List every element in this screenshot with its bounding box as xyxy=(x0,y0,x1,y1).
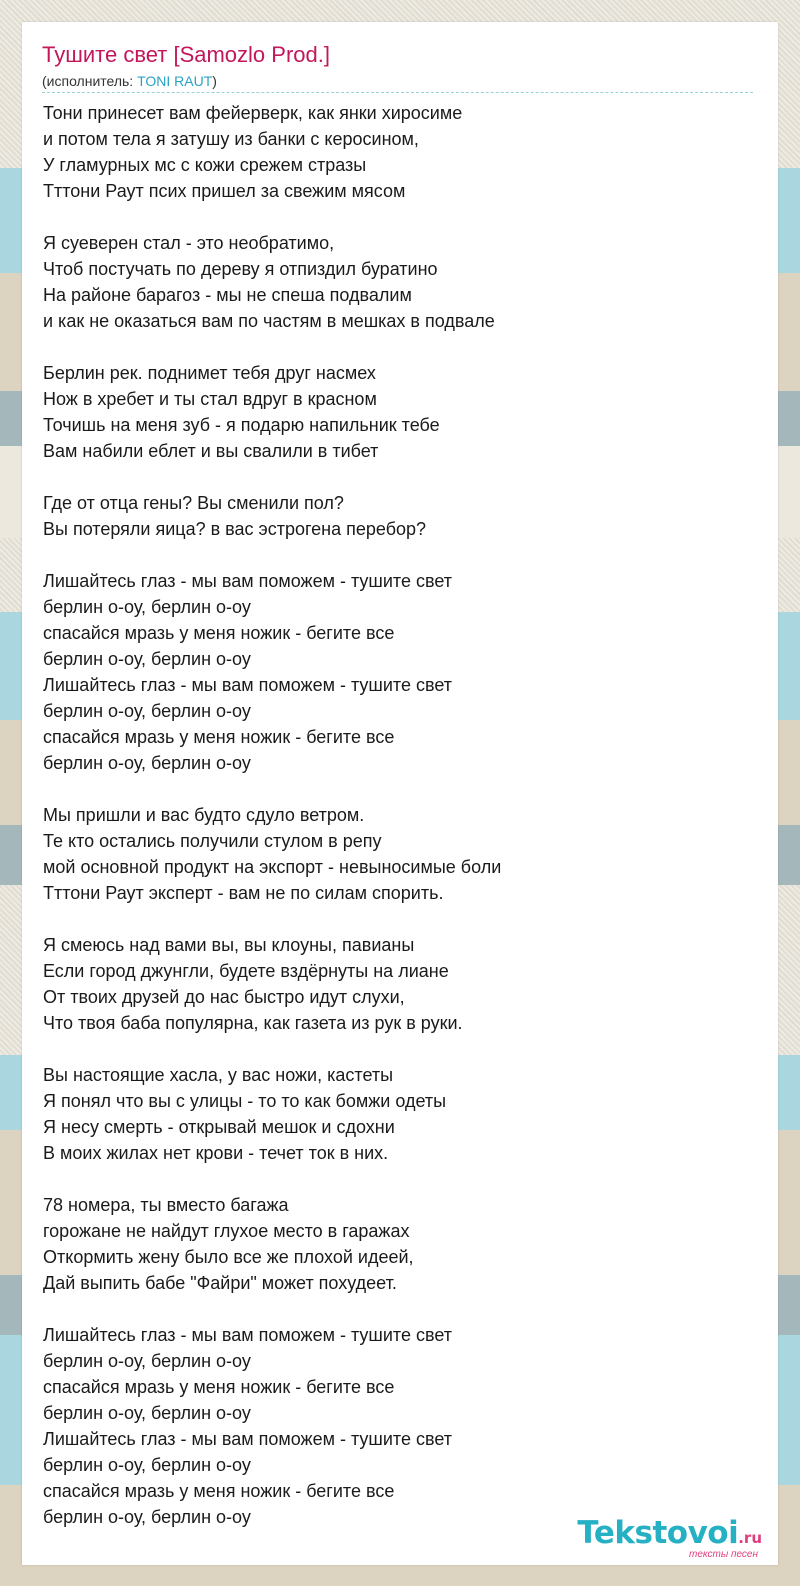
lyrics-stanza xyxy=(43,100,753,204)
lyric-line: и как не оказаться вам по частям в мешках в подвале xyxy=(43,311,495,331)
lyric-line: берлин о-оу, берлин о-оу xyxy=(43,1351,251,1371)
lyric-line: У гламурных мс с кожи срежем стразы xyxy=(43,155,367,175)
header-divider xyxy=(42,92,753,93)
lyric-line: берлин о-оу, берлин о-оу xyxy=(43,649,251,669)
lyrics-stanza xyxy=(43,1192,753,1296)
lyric-line: Лишайтесь глаз - мы вам поможем - тушите свет xyxy=(43,675,452,695)
lyric-line: Мы пришли и вас будто сдуло ветром. xyxy=(43,805,365,825)
lyric-line: Лишайтесь глаз - мы вам поможем - тушите свет xyxy=(43,1429,452,1449)
lyric-line: Я суеверен стал - это необратимо, xyxy=(43,233,335,253)
lyric-line: и потом тела я затушу из банки с керосином, xyxy=(43,129,419,149)
artist-line xyxy=(42,73,217,89)
lyric-line: берлин о-оу, берлин о-оу xyxy=(43,701,251,721)
lyric-line: Если город джунгли, будете вздёрнуты на лиане xyxy=(43,961,449,981)
lyric-line: На районе барагоз - мы не спеша подвалим xyxy=(43,285,412,305)
lyric-line: Тттони Раут псих пришел за свежим мясом xyxy=(43,181,406,201)
logo-tagline: тексты песен xyxy=(689,1549,758,1560)
lyric-line: Тттони Раут эксперт - вам не по силам спорить. xyxy=(43,883,444,903)
lyric-line: 78 номера, ты вместо багажа xyxy=(43,1195,289,1215)
logo-text: Tekstovoi xyxy=(577,1515,739,1551)
lyric-line: Лишайтесь глаз - мы вам поможем - тушите свет xyxy=(43,1325,452,1345)
artist-prefix: (исполнитель: xyxy=(42,73,138,89)
lyrics-stanza xyxy=(43,568,753,776)
artist-link[interactable]: TONI RAUT xyxy=(137,73,213,89)
lyric-line: Лишайтесь глаз - мы вам поможем - тушите свет xyxy=(43,571,452,591)
lyric-line: Где от отца гены? Вы сменили пол? xyxy=(43,493,344,513)
lyric-line: мой основной продукт на экспорт - невыносимые боли xyxy=(43,857,502,877)
lyric-line: Нож в хребет и ты стал вдруг в красном xyxy=(43,389,377,409)
lyric-line: Те кто остались получили стулом в репу xyxy=(43,831,382,851)
lyrics-stanza xyxy=(43,932,753,1036)
lyrics-stanza xyxy=(43,802,753,906)
lyric-line: берлин о-оу, берлин о-оу xyxy=(43,597,251,617)
lyric-line: Я понял что вы с улицы - то то как бомжи одеты xyxy=(43,1091,447,1111)
site-logo[interactable] xyxy=(577,1515,762,1560)
lyric-line: берлин о-оу, берлин о-оу xyxy=(43,1403,251,1423)
lyric-line: В моих жилах нет крови - течет ток в них. xyxy=(43,1143,389,1163)
lyric-line: Я несу смерть - открывай мешок и сдохни xyxy=(43,1117,395,1137)
lyric-line: спасайся мразь у меня ножик - бегите все xyxy=(43,1377,395,1397)
lyric-line: горожане не найдут глухое место в гаражах xyxy=(43,1221,410,1241)
lyric-line: берлин о-оу, берлин о-оу xyxy=(43,1507,251,1527)
lyrics-card xyxy=(22,22,778,1565)
lyric-line: Откормить жену было все же плохой идеей, xyxy=(43,1247,414,1267)
lyric-line: Вы настоящие хасла, у вас ножи, кастеты xyxy=(43,1065,394,1085)
lyrics-stanza xyxy=(43,360,753,464)
lyrics-body xyxy=(43,100,753,1556)
lyric-line: Вы потеряли яица? в вас эстрогена перебор? xyxy=(43,519,427,539)
lyric-line: спасайся мразь у меня ножик - бегите все xyxy=(43,1481,395,1501)
lyric-line: От твоих друзей до нас быстро идут слухи, xyxy=(43,987,405,1007)
lyric-line: Чтоб постучать по дереву я отпиздил буратино xyxy=(43,259,438,279)
lyric-line: Берлин рек. поднимет тебя друг насмех xyxy=(43,363,376,383)
lyric-line: спасайся мразь у меня ножик - бегите все xyxy=(43,727,395,747)
lyric-line: Вам набили еблет и вы свалили в тибет xyxy=(43,441,379,461)
lyrics-stanza xyxy=(43,1062,753,1166)
artist-suffix: ) xyxy=(212,73,217,89)
lyric-line: берлин о-оу, берлин о-оу xyxy=(43,753,251,773)
page-title: Тушите свет [Samozlo Prod.] xyxy=(42,42,330,67)
lyric-line: спасайся мразь у меня ножик - бегите все xyxy=(43,623,395,643)
lyric-line: Что твоя баба популярна, как газета из рук в руки. xyxy=(43,1013,463,1033)
lyric-line: Тони принесет вам фейерверк, как янки хиросиме xyxy=(43,103,463,123)
lyrics-stanza xyxy=(43,230,753,334)
lyrics-stanza xyxy=(43,1322,753,1530)
lyric-line: берлин о-оу, берлин о-оу xyxy=(43,1455,251,1475)
lyric-line: Точишь на меня зуб - я подарю напильник тебе xyxy=(43,415,440,435)
lyrics-stanza xyxy=(43,490,753,542)
logo-domain: .ru xyxy=(738,1529,762,1547)
lyric-line: Я смеюсь над вами вы, вы клоуны, павианы xyxy=(43,935,415,955)
lyric-line: Дай выпить бабе "Файри" может похудеет. xyxy=(43,1273,397,1293)
